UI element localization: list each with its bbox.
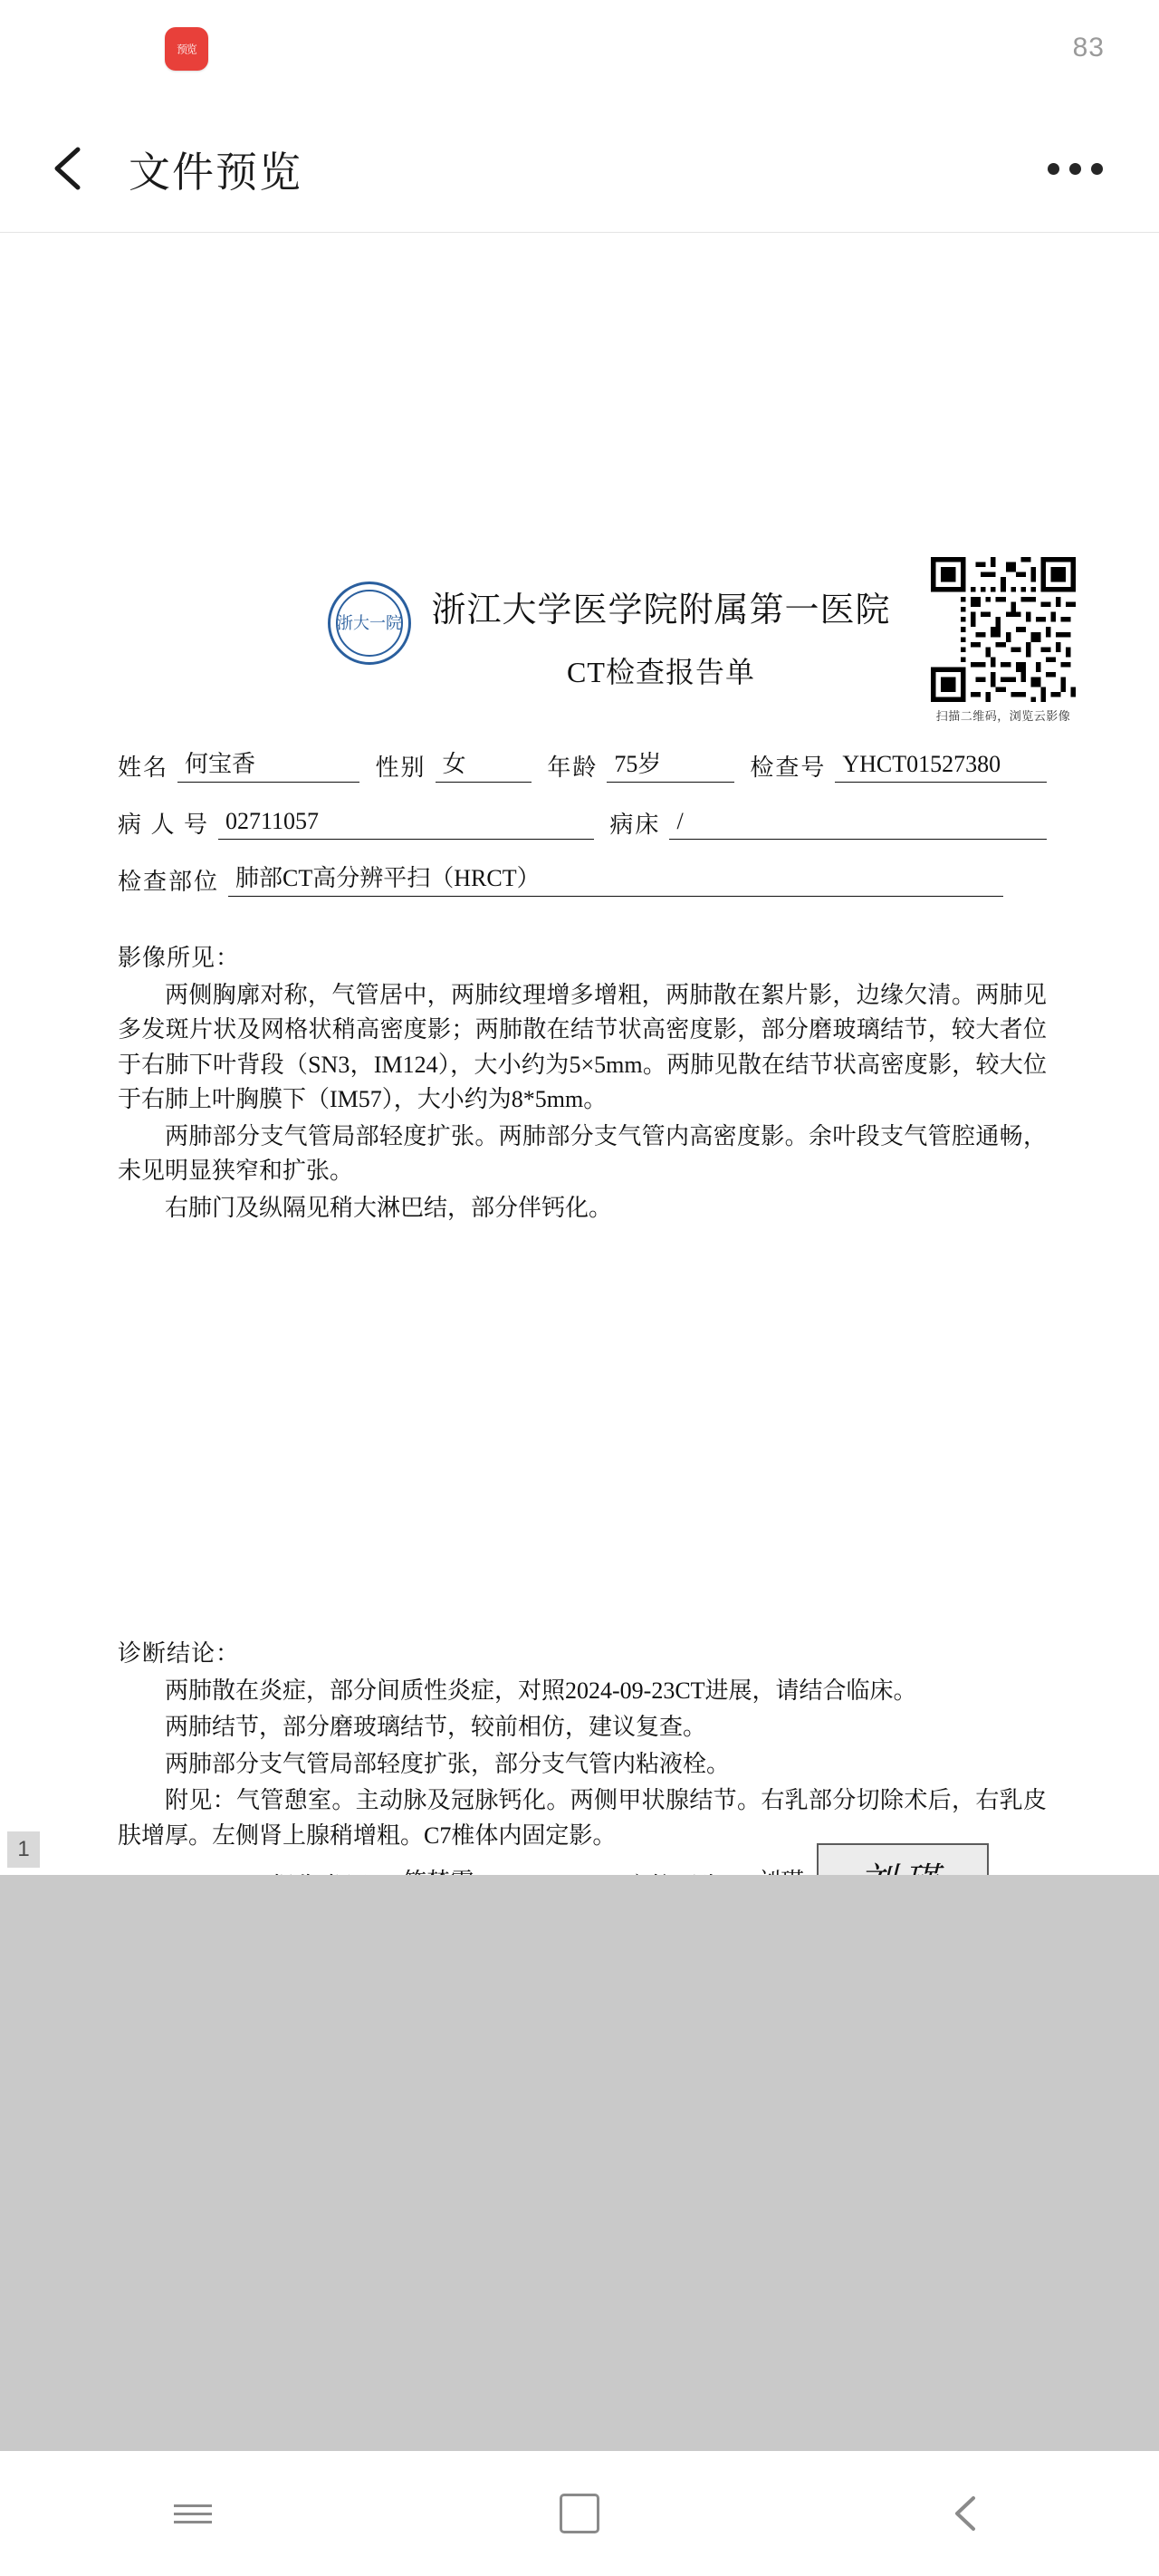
battery-percentage: 83: [1072, 33, 1105, 62]
exam-number-value: YHCT01527380: [835, 751, 1047, 783]
back-button[interactable]: [43, 143, 94, 194]
app-header: [0, 98, 1159, 233]
patient-fields: [118, 749, 1047, 920]
document-title-block: [426, 582, 896, 691]
hospital-name: 浙江大学医学院附属第一医院: [431, 591, 891, 630]
conclusion-section: [118, 1635, 1047, 1855]
patient-number-label: 病 人 号: [118, 812, 210, 838]
system-navigation-bar: [0, 2451, 1159, 2576]
document-page: [0, 233, 1159, 1992]
app-icon: [165, 27, 208, 71]
exam-site-label: 检查部位: [118, 869, 220, 895]
conclusion-title: 诊断结论：: [118, 1640, 241, 1667]
more-dot: [1048, 163, 1059, 175]
status-bar: [0, 0, 1159, 98]
conclusion-paragraph: 附见：气管憩室。主动脉及冠脉钙化。两侧甲状腺结节。右乳部分切除术后，右乳皮肤增厚。左侧肾上腺稍增粗。C7椎体内固定影。: [118, 1787, 1047, 1849]
home-square-icon: [560, 2494, 599, 2533]
back-chevron-icon: [950, 2494, 982, 2533]
recent-apps-button[interactable]: [139, 2482, 247, 2545]
document-background-area: [0, 1875, 1159, 2451]
page-number-badge: 1: [7, 1831, 40, 1868]
system-back-button[interactable]: [912, 2482, 1020, 2545]
chevron-left-icon: [49, 144, 89, 193]
qr-code-icon: [931, 557, 1076, 702]
field-row-2: [118, 806, 1047, 840]
name-value: 何宝香: [177, 751, 359, 783]
findings-paragraph: 右肺门及纵隔见稍大淋巴结，部分伴钙化。: [165, 1194, 613, 1221]
more-dot: [1069, 163, 1081, 175]
findings-paragraph: 两肺部分支气管局部轻度扩张。两肺部分支气管内高密度影。余叶段支气管腔通畅，未见明显狭窄和扩张。: [118, 1122, 1047, 1185]
report-title: CT检查报告单: [567, 656, 755, 688]
exam-number-label: 检查号: [750, 755, 827, 781]
exam-site-value: 肺部CT高分辨平扫（HRCT）: [228, 865, 1003, 897]
name-label: 姓名: [118, 755, 169, 781]
conclusion-paragraph: 两肺结节，部分磨玻璃结节，较前相仿，建议复查。: [165, 1714, 707, 1741]
menu-icon: [174, 2499, 212, 2529]
page-title: 文件预览: [129, 149, 302, 196]
field-row-1: [118, 749, 1047, 783]
bed-value: /: [669, 808, 1047, 840]
more-dot: [1091, 163, 1103, 175]
findings-paragraph: 两侧胸廓对称，气管居中，两肺纹理增多增粗，两肺散在絮片影，边缘欠清。两肺见多发斑片状及网格状稍高密度影；两肺散在结节状高密度影，部分磨玻璃结节，较大者位于右肺下叶背段（SN3，IM124），大小约为5×5mm。两肺见散在结节状高密度影，较大位于右肺上叶胸膜下（IM57），大小约为8*5mm。: [118, 982, 1047, 1113]
hospital-logo-text: 浙大一院: [337, 613, 402, 632]
age-label: 年龄: [547, 755, 599, 781]
findings-section: [118, 939, 1047, 1227]
sex-label: 性别: [375, 755, 426, 781]
home-button[interactable]: [525, 2482, 634, 2545]
conclusion-paragraph: 两肺散在炎症，部分间质性炎症，对照2024-09-23CT进展，请结合临床。: [165, 1677, 917, 1704]
more-options-button[interactable]: [1048, 163, 1103, 175]
field-row-3: [118, 863, 1047, 897]
age-value: 75岁: [607, 751, 734, 783]
hospital-logo: [328, 582, 411, 665]
bed-label: 病床: [609, 812, 661, 838]
app-icon-label: 预览: [177, 43, 196, 55]
conclusion-paragraph: 两肺部分支气管局部轻度扩张，部分支气管内粘液栓。: [165, 1750, 731, 1777]
sex-value: 女: [436, 751, 532, 783]
qr-caption: 扫描二维码，浏览云影像: [935, 709, 1071, 723]
patient-number-value: 02711057: [218, 808, 594, 840]
findings-title: 影像所见：: [118, 945, 241, 971]
qr-code-block: [931, 557, 1076, 724]
